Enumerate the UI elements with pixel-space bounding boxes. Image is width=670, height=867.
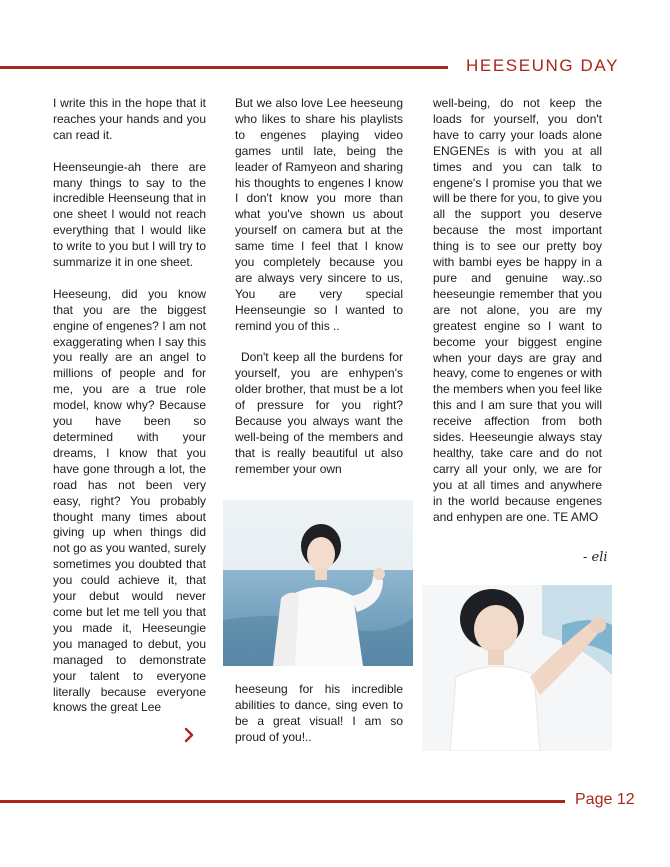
photo-beach [223,500,413,666]
signature: - eli [583,550,608,565]
header-rule [0,66,448,69]
text-column-2-continuation [235,682,403,762]
text-column-2 [235,96,403,494]
paragraph: Heenseungie-ah there are many things to say to the incredible Heenseung that in one sheet I would not reach everything that I would like to write to you but I will try to summarize it in one sheet. [53,159,206,270]
page-number: Page 12 [575,791,635,808]
paragraph: Don't keep all the burdens for yourself, you are enhypen's older brother, that must be a lot of pressure for you right? Because you always want the well-being of the members and that is really beautiful ut also remember your own [235,350,403,476]
photo-portrait [422,585,612,751]
paragraph: I write this in the hope that it reaches your hands and you can read it. [53,96,206,142]
page-header-title: HEESEUNG DAY [466,56,620,75]
paragraph: But we also love Lee heeseung who likes to share his playlists to engenes playing video games until late, being the leader of Ramyeon and sharing his thoughts to engenes I know I don't know you more than what you've shown us about yourself on camera but at the same time I feel that I know you completely because you are always very sincere to us, You are very special Heenseungie so I wanted to remind you of this .. [235,96,403,333]
text-column-3 [433,96,602,541]
text-column-1 [53,96,206,732]
paragraph: Heeseung, did you know that you are the biggest engine of engenes? I am not exaggerating when I say this you really are an angel to millions of people and for me, you are a true role model, know why? Because you have been so determined with your dreams, I know that you have gone through a lot, the road has not been very easy, right? You probably thought many times about giving up when things did not go as you wanted, surely sometimes you doubted that you could achieve it, that your debut would never come but let me tell you that you made it, Heeseungie you managed to debut, you managed to demonstrate your talent to everyone literally because everyone knows the great Lee [53,286,206,715]
paragraph: well-being, do not keep the loads for yourself, you don't have to carry your loads alone ENGENEs is with you at all times and you can talk to engene's I promise you that we will be there for you, to give you all the support you deserve because the most important thing is to see our pretty boy with bambi eyes be happy in a pure and genuine way..so heeseungie remember that you are not alone, you are my greatest engine so I want to become your biggest engine when your days are gray and heavy, come to engenes or with the members when you feel like this and I am sure that you will receive affection from both sides. Heeseungie always stay healthy, take care and do not carry all your only, we are for you at all times and anywhere in the world because engenes and enhypen are one. TE AMO [433,96,602,524]
footer-rule [0,800,565,803]
paragraph: heeseung for his incredible abilities to dance, sing even to be a great visual! I am so proud of you!.. [235,682,403,744]
chevron-right-icon[interactable] [182,726,196,744]
